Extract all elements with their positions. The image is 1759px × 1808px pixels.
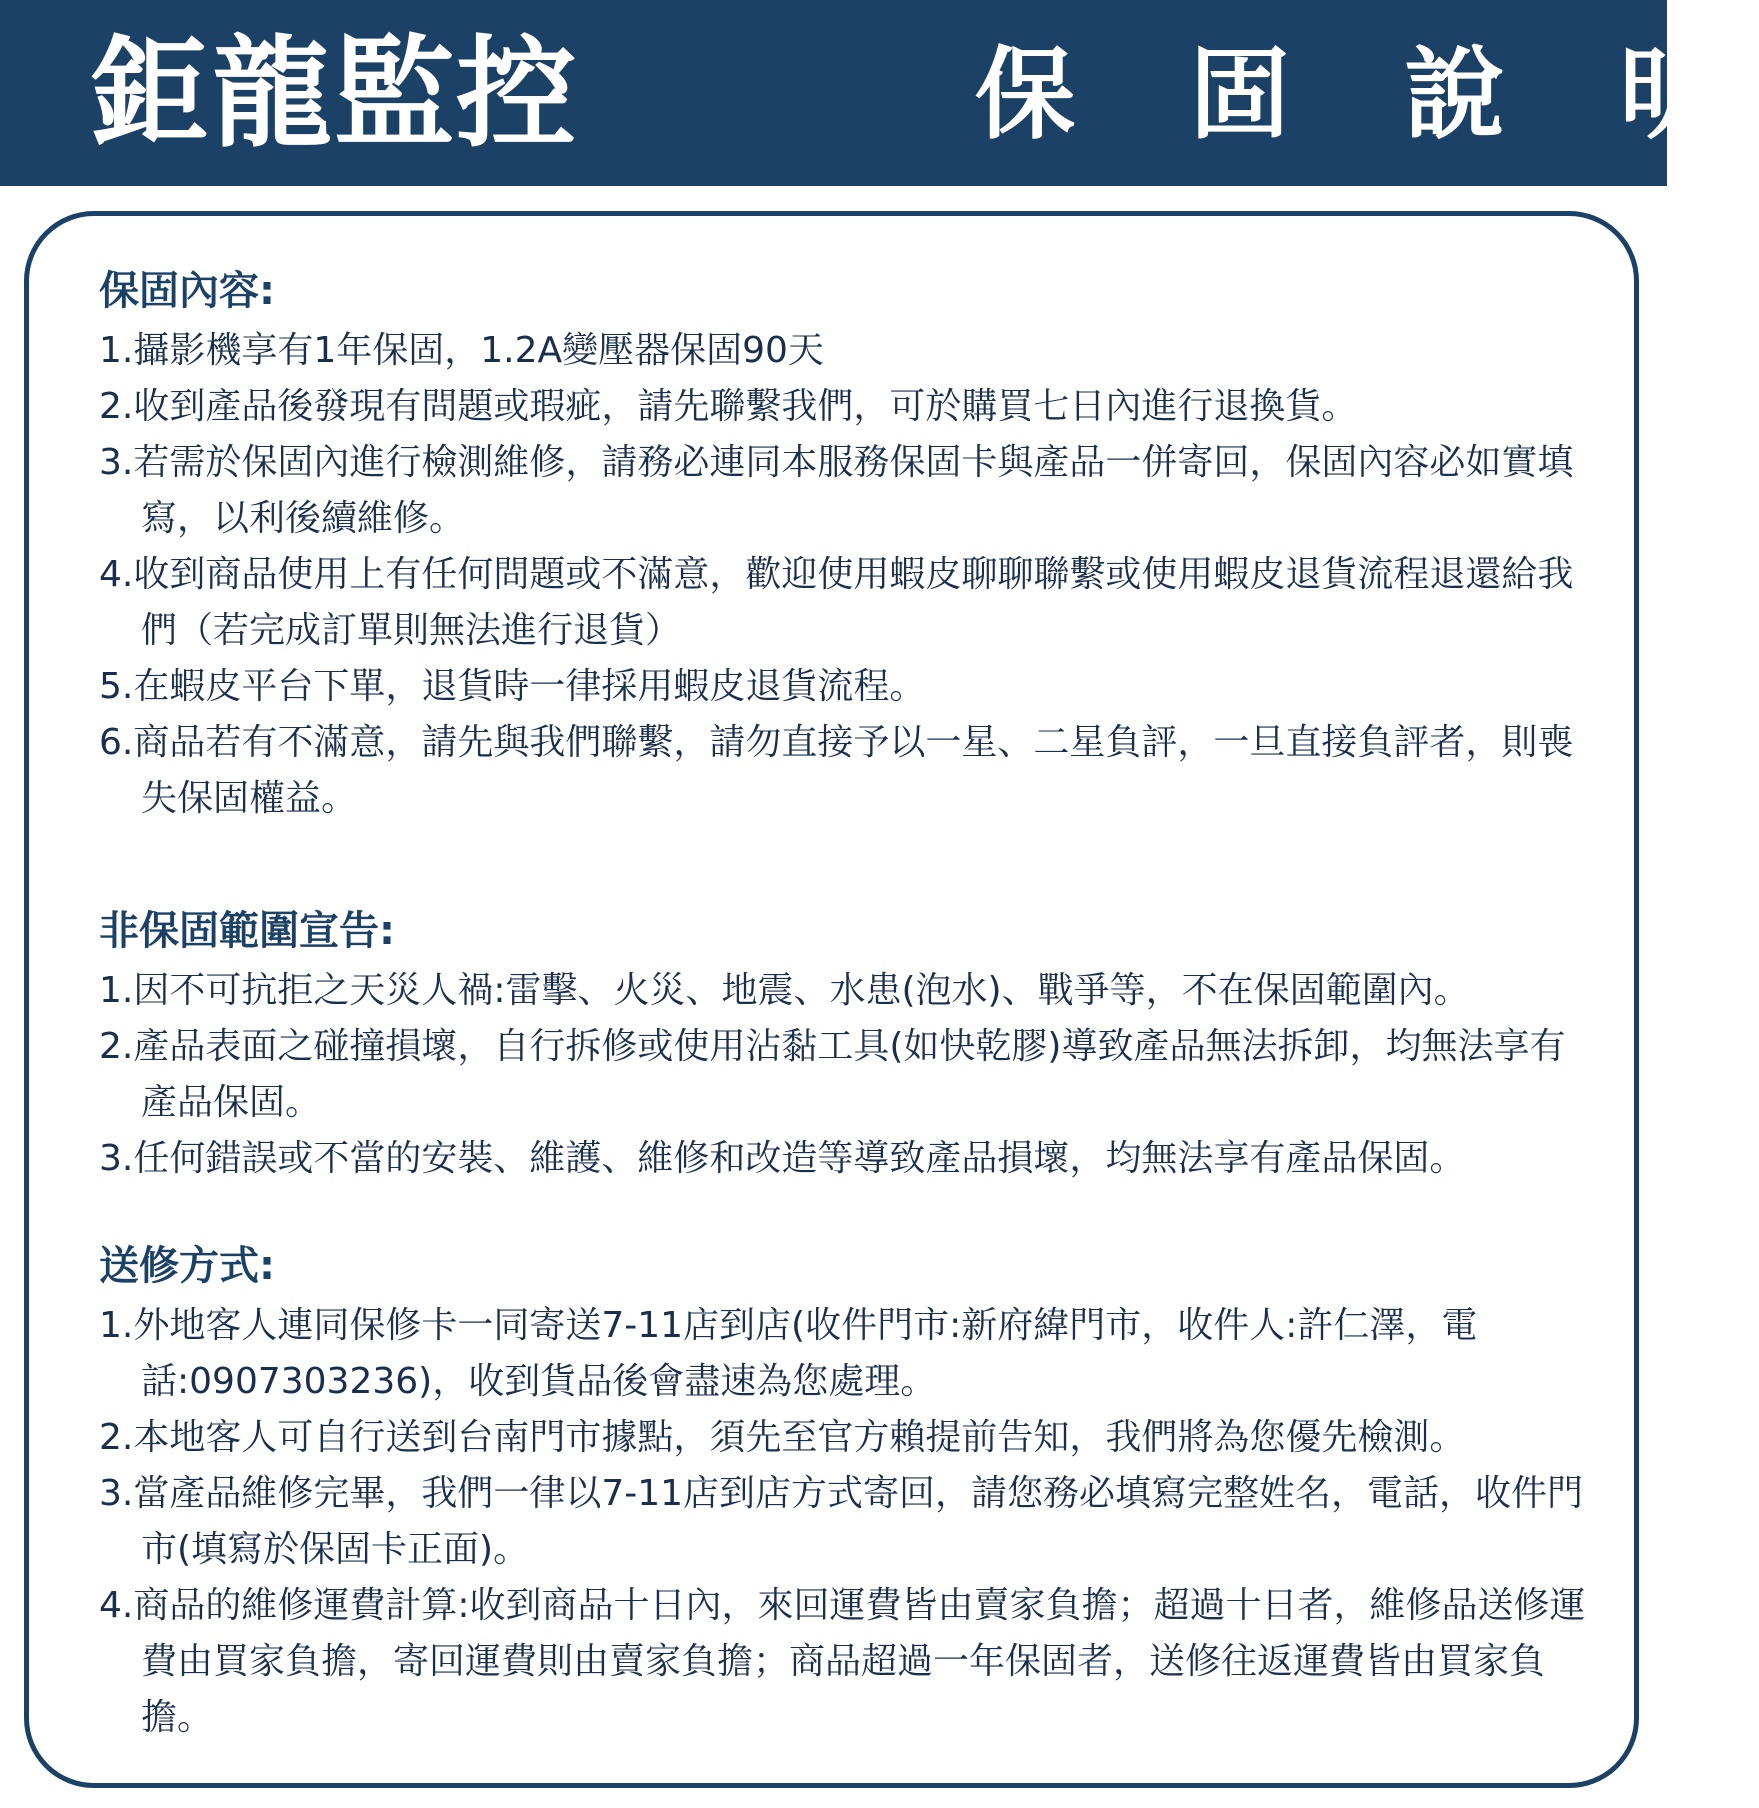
list-item: 4.收到商品使用上有任何問題或不滿意，歡迎使用蝦皮聊聊聯繫或使用蝦皮退貨流程退還給我們（若完成訂單則無法進行退貨）: [99, 554, 1574, 651]
section-repair-method: [99, 1236, 1599, 1746]
header-banner: [0, 0, 1759, 186]
list-item: 2.產品表面之碰撞損壞，自行拆修或使用沾黏工具(如快乾膠)導致產品無法拆卸，均無法享有產品保固。: [99, 1026, 1566, 1123]
list-item: 2.收到產品後發現有問題或瑕疵，請先聯繫我們，可於購買七日內進行退換貨。: [99, 386, 1358, 427]
warranty-card: [24, 211, 1639, 1788]
page-title: 保 固 說 明: [975, 36, 1759, 153]
section-warranty-content: [99, 261, 1599, 827]
list-item: 1.因不可抗拒之天災人禍:雷擊、火災、地震、水患(泡水)、戰爭等，不在保固範圍內。: [99, 970, 1470, 1011]
list-item: 3.若需於保固內進行檢測維修，請務必連同本服務保固卡與產品一併寄回，保固內容必如實填寫，以利後續維修。: [99, 442, 1574, 539]
list-item: 2.本地客人可自行送到台南門市據點，須先至官方賴提前告知，我們將為您優先檢測。: [99, 1417, 1466, 1458]
list-item: 6.商品若有不滿意，請先與我們聯繫，請勿直接予以一星、二星負評，一旦直接負評者，則喪失保固權益。: [99, 722, 1574, 819]
list-item: 1.外地客人連同保修卡一同寄送7-11店到店(收件門市:新府緯門市，收件人:許仁澤，電話:0907303236)，收到貨品後會盡速為您處理。: [99, 1305, 1478, 1402]
list-item: 5.在蝦皮平台下單，退貨時一律採用蝦皮退貨流程。: [99, 666, 926, 707]
section-non-warranty: [99, 901, 1599, 1187]
section-title: 非保固範圍宣告:: [99, 908, 395, 954]
list-item: 3.當產品維修完畢，我們一律以7-11店到店方式寄回，請您務必填寫完整姓名，電話，收件門市(填寫於保固卡正面)。: [99, 1473, 1584, 1570]
section-title: 送修方式:: [99, 1243, 275, 1289]
list-item: 1.攝影機享有1年保固，1.2A變壓器保固90天: [99, 330, 824, 371]
section-title: 保固內容:: [99, 268, 275, 314]
brand-logo-text: 鉅龍監控: [90, 25, 578, 164]
list-item: 3.任何錯誤或不當的安裝、維護、維修和改造等導致產品損壞，均無法享有產品保固。: [99, 1138, 1466, 1179]
list-item: 4.商品的維修運費計算:收到商品十日內，來回運費皆由賣家負擔；超過十日者，維修品送修運費由買家負擔，寄回運費則由賣家負擔；商品超過一年保固者，送修往返運費皆由買家負擔。: [99, 1585, 1586, 1738]
